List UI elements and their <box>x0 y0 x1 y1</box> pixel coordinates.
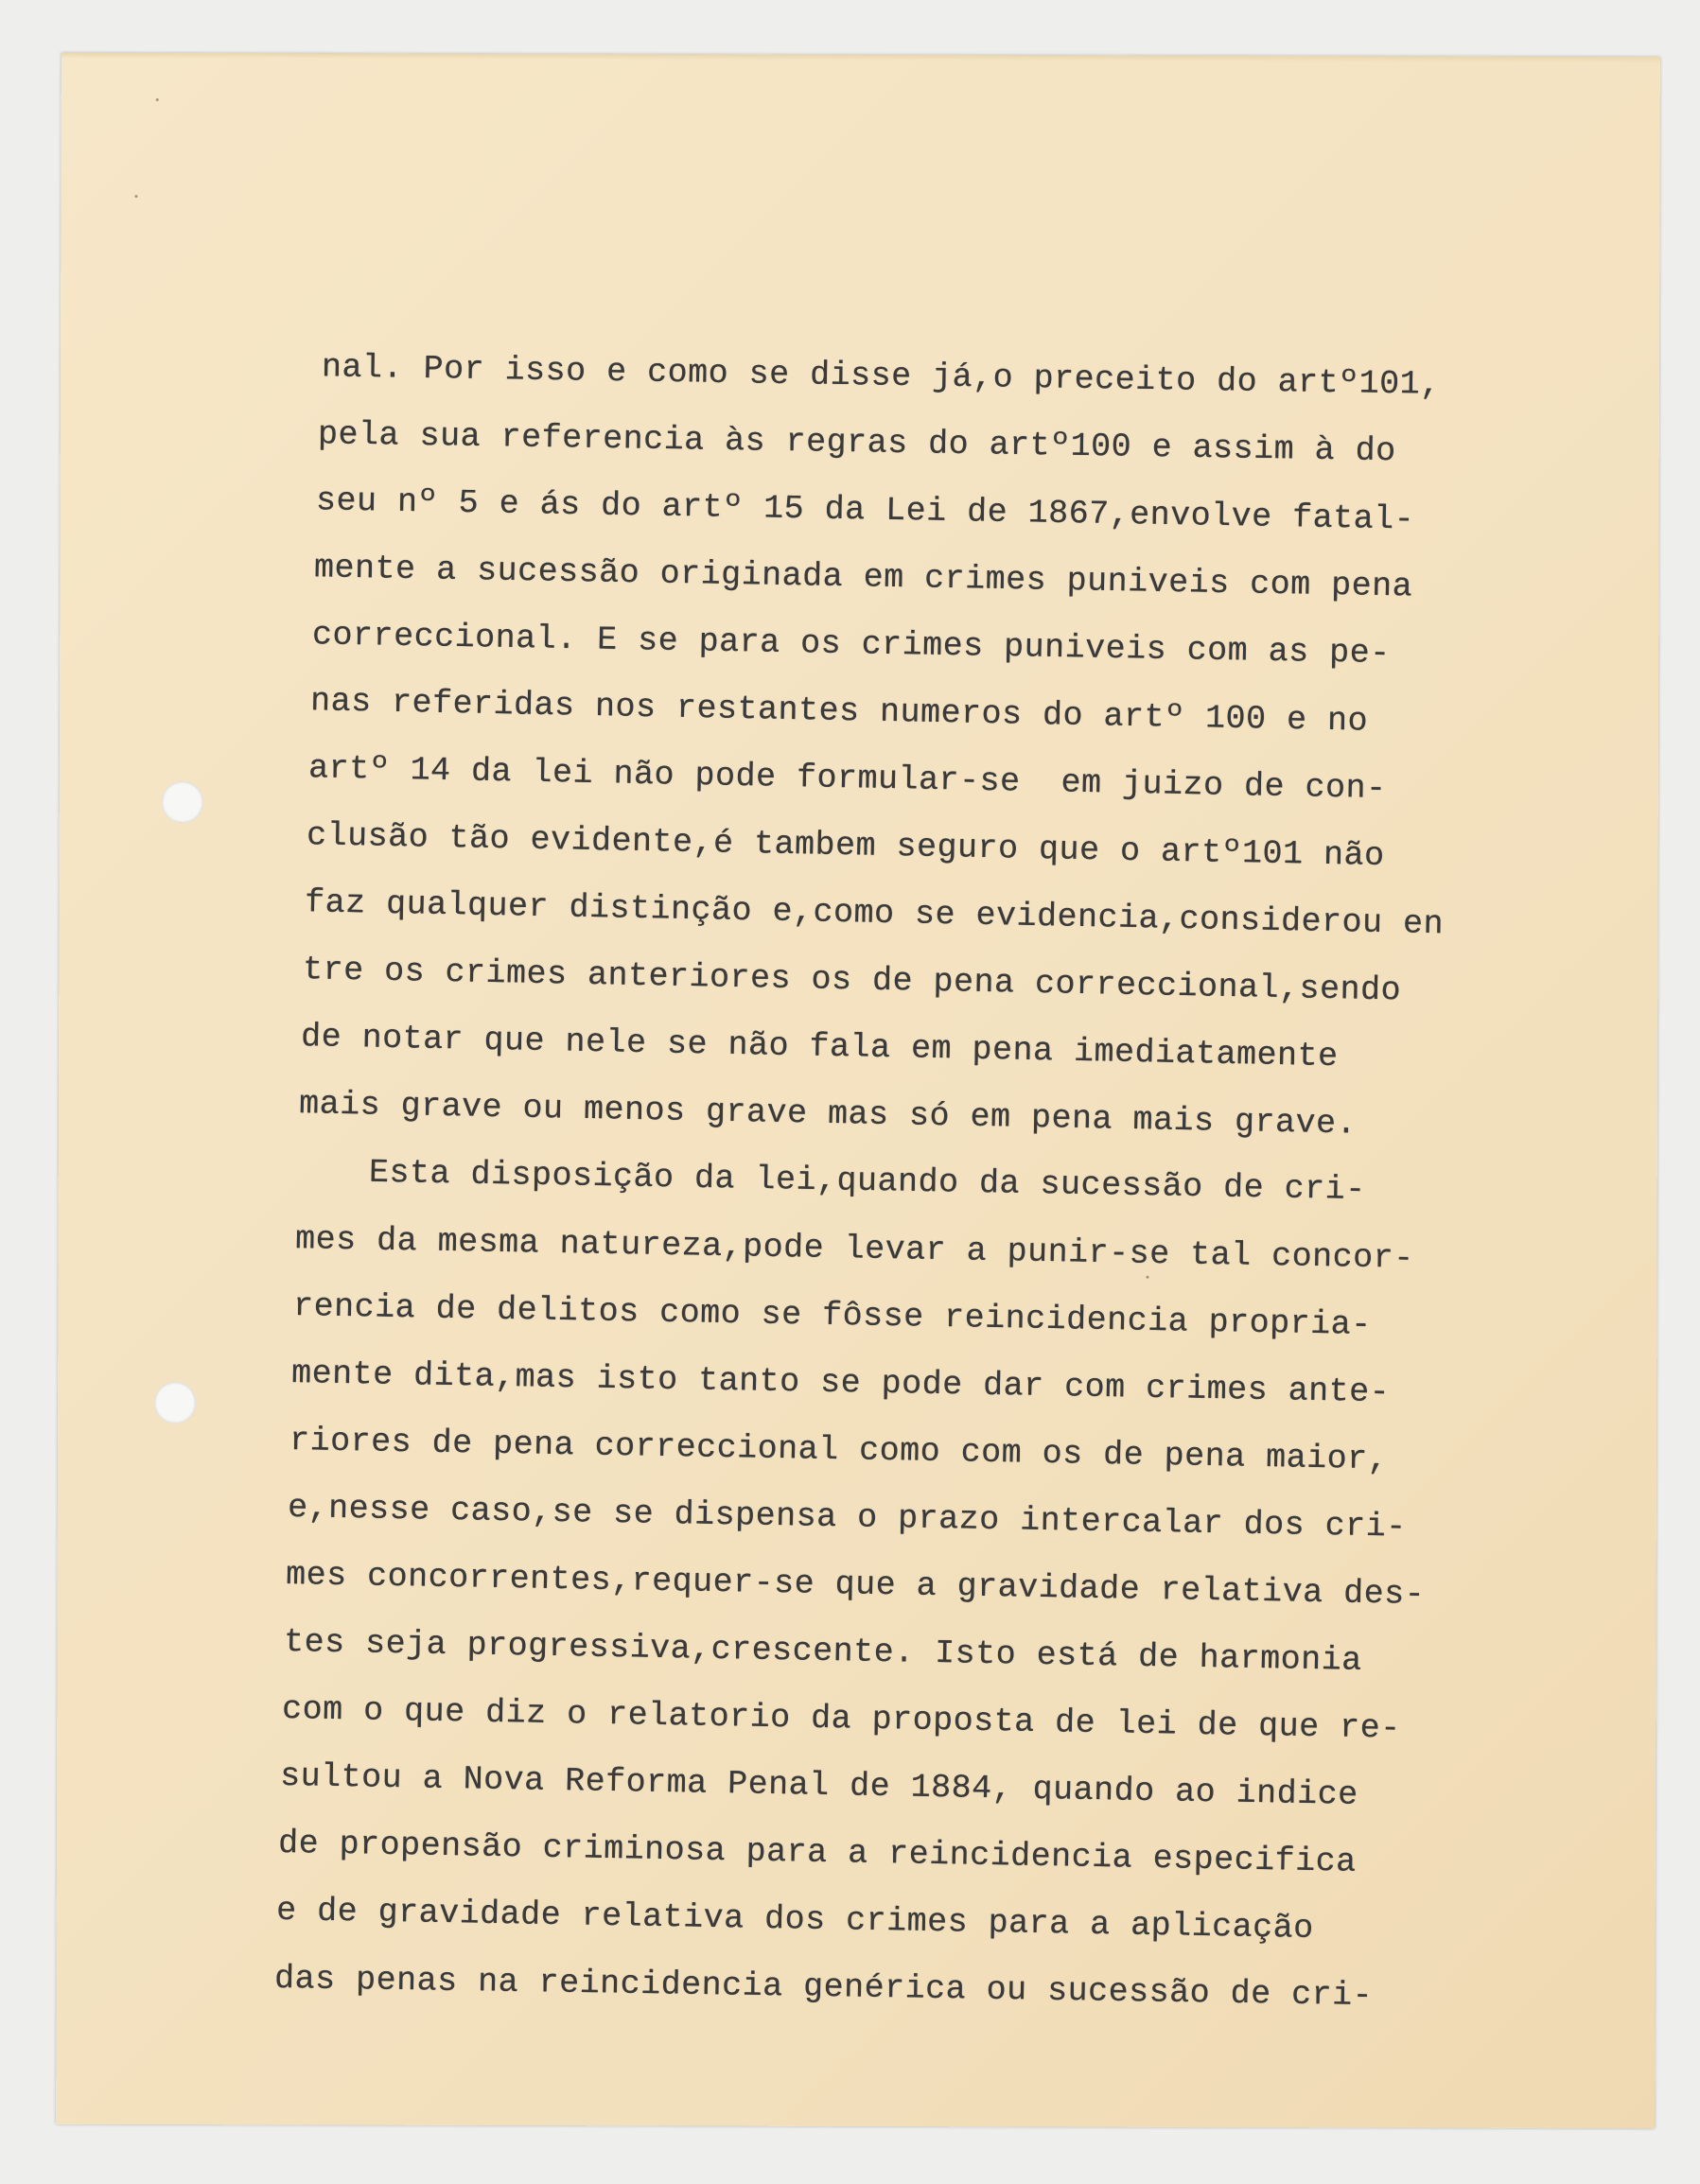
text-line: rencia de delitos como se fôsse reincidencia propria- <box>292 1287 1372 1344</box>
text-line: mes concorrentes,requer-se que a gravidade relativa des- <box>285 1555 1426 1614</box>
text-line: seu nº 5 e ás do artº 15 da Lei de 1867,envolve fatal- <box>315 481 1415 539</box>
text-line: de propensão criminosa para a reincidencia especifica <box>277 1824 1357 1881</box>
text-line: clusão tão evidente,é tambem seguro que o artº101 não <box>306 816 1385 876</box>
text-line: mente dita,mas isto tanto se pode dar com crimes ante- <box>290 1354 1391 1412</box>
paragraph-start-line: Esta disposição da lei,quando da sucessão de cri- <box>368 1153 1366 1210</box>
text-line: tre os crimes anteriores os de pena correccional,sendo <box>302 951 1402 1010</box>
text-line: das penas na reincidencia genérica ou sucessão de cri- <box>273 1959 1374 2016</box>
text-line: nal. Por isso e como se disse já,o preceito do artº101, <box>321 348 1441 404</box>
text-line: de notar que nele se não fala em pena imediatamente <box>300 1018 1339 1076</box>
body-text <box>273 342 1445 2021</box>
text-line: e de gravidade relativa dos crimes para a aplicação <box>275 1891 1314 1948</box>
text-line: artº 14 da lei não pode formular-se em juizo de con- <box>307 749 1387 809</box>
punch-hole <box>154 1382 196 1424</box>
text-line: sultou a Nova Reforma Penal de 1884, quando ao indice <box>279 1756 1358 1814</box>
paper-speck <box>156 98 159 101</box>
text-line: faz qualquer distinção e,como se evidencia,considerou en <box>304 883 1445 944</box>
paper-speck <box>134 195 137 198</box>
text-line: e,nesse caso,se se dispensa o prazo intercalar dos cri- <box>287 1489 1407 1546</box>
text-line: pela sua referencia às regras do artº100 e assim à do <box>317 415 1396 471</box>
text-line: mes da mesma natureza,pode levar a punir-se tal concor- <box>294 1220 1414 1278</box>
text-line: mais grave ou menos grave mas só em pena mais grave. <box>298 1085 1358 1144</box>
text-line: correccional. E se para os crimes puniveis com as pe- <box>311 616 1391 673</box>
text-line: com o que diz o relatorio da proposta de lei de que re- <box>281 1689 1401 1748</box>
text-line: tes seja progressiva,crescente. Isto está de harmonia <box>283 1622 1362 1680</box>
punch-hole <box>162 781 203 823</box>
text-line: mente a sucessão originada em crimes puniveis com pena <box>313 549 1413 606</box>
text-line: nas referidas nos restantes numeros do artº 100 e no <box>309 682 1369 741</box>
text-line: riores de pena correccional como com os de pena maior, <box>289 1422 1389 1479</box>
